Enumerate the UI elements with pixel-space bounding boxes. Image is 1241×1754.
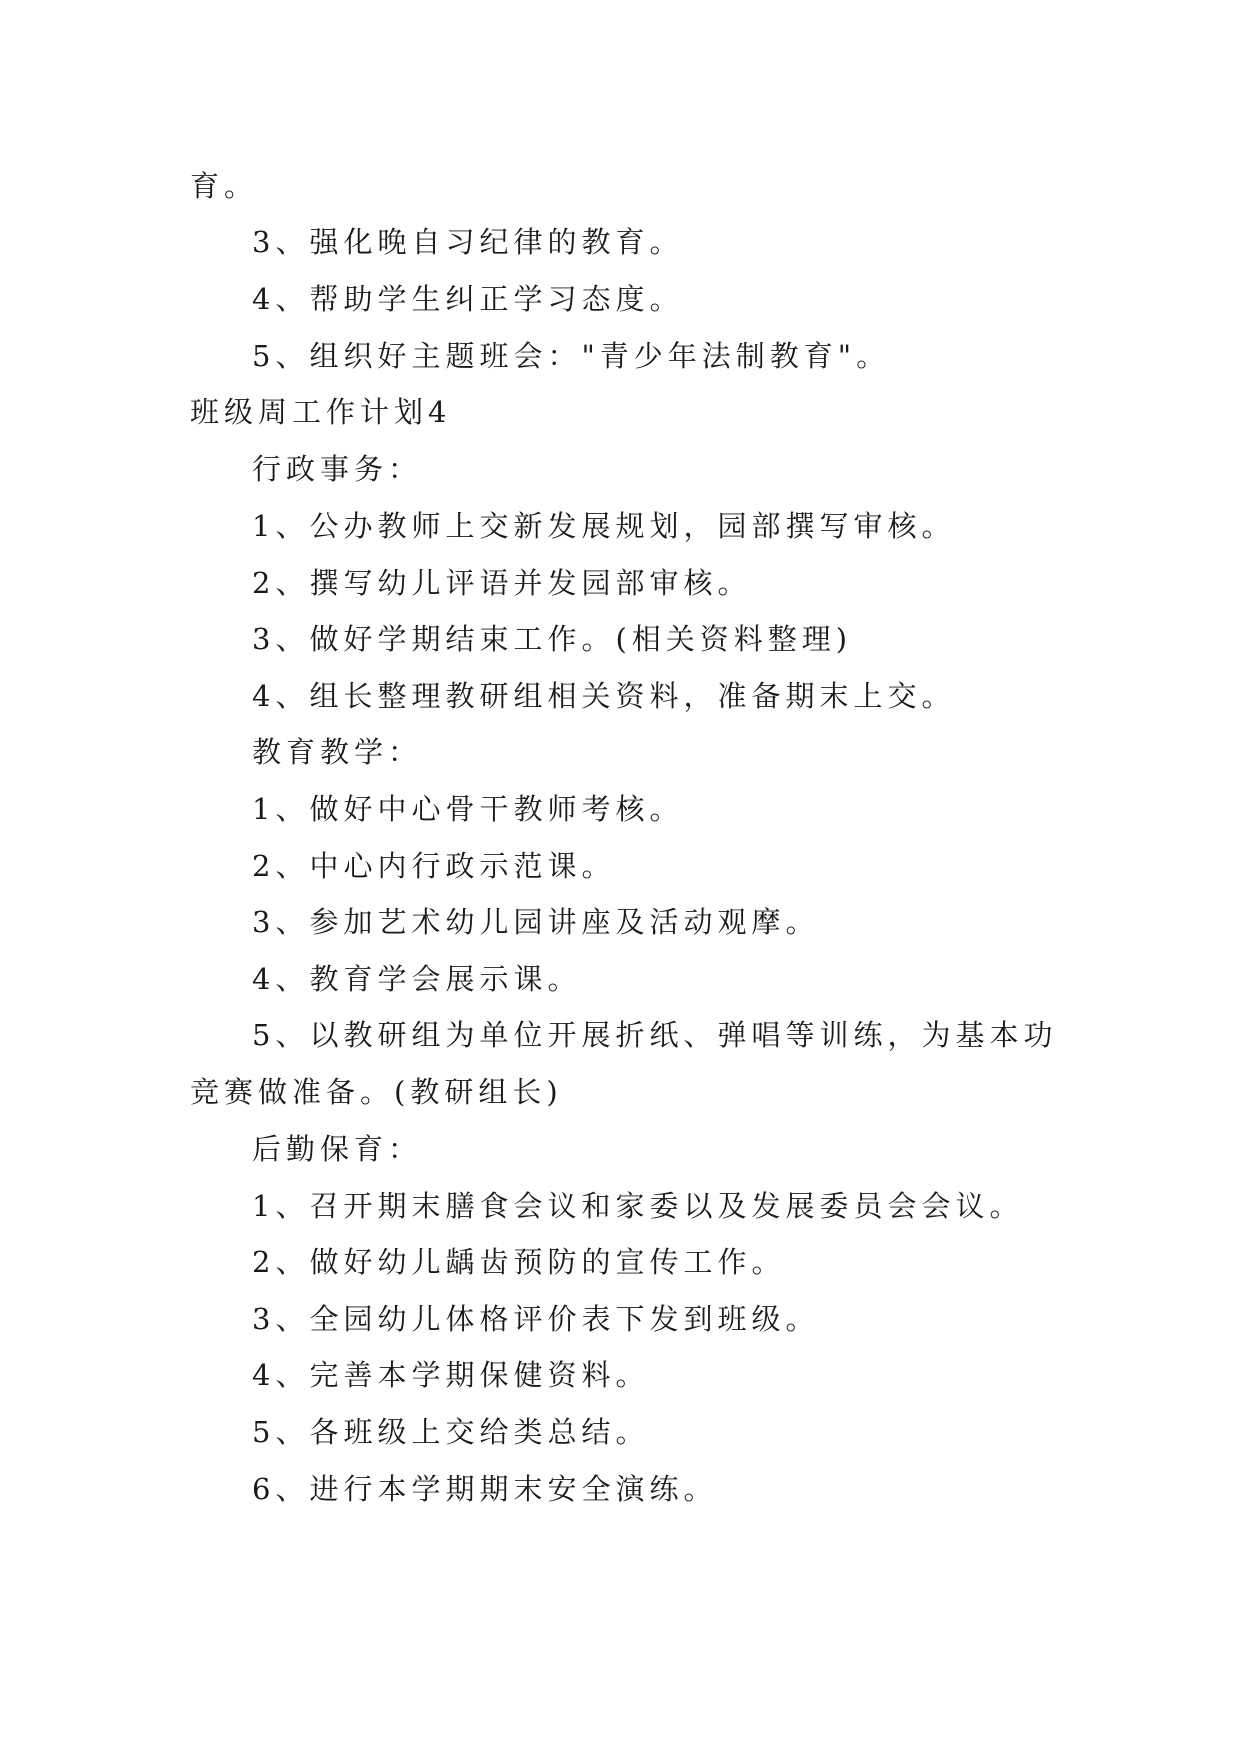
list-item: 3、做好学期结束工作。(相关资料整理)	[252, 622, 853, 656]
list-item-continuation: 竞赛做准备。(教研组长)	[190, 1075, 563, 1109]
list-item: 2、中心内行政示范课。	[252, 849, 616, 883]
subsection-heading: 后勤保育：	[252, 1132, 423, 1166]
list-item: 4、组长整理教研组相关资料，准备期末上交。	[252, 679, 956, 713]
list-item: 4、帮助学生纠正学习态度。	[252, 282, 684, 316]
list-item: 3、强化晚自习纪律的教育。	[252, 225, 684, 259]
list-item: 5、以教研组为单位开展折纸、弹唱等训练，为基本功	[252, 1018, 1058, 1052]
list-item: 1、公办教师上交新发展规划，园部撰写审核。	[252, 509, 956, 543]
section-title: 班级周工作计划4	[190, 395, 452, 429]
list-item: 2、撰写幼儿评语并发园部审核。	[252, 566, 752, 600]
list-item: 3、全园幼儿体格评价表下发到班级。	[252, 1302, 820, 1336]
list-item: 4、教育学会展示课。	[252, 962, 582, 996]
paragraph-continuation: 育。	[190, 169, 259, 203]
list-item: 4、完善本学期保健资料。	[252, 1358, 650, 1392]
subsection-heading: 行政事务：	[252, 452, 423, 486]
list-item: 1、召开期末膳食会议和家委以及发展委员会会议。	[252, 1189, 1024, 1223]
list-item: 1、做好中心骨干教师考核。	[252, 792, 684, 826]
list-item: 6、进行本学期期末安全演练。	[252, 1472, 718, 1506]
list-item: 5、组织好主题班会："青少年法制教育"。	[252, 339, 891, 373]
list-item: 5、各班级上交给类总结。	[252, 1415, 650, 1449]
list-item: 3、参加艺术幼儿园讲座及活动观摩。	[252, 905, 820, 939]
list-item: 2、做好幼儿龋齿预防的宣传工作。	[252, 1245, 786, 1279]
subsection-heading: 教育教学：	[252, 735, 423, 769]
